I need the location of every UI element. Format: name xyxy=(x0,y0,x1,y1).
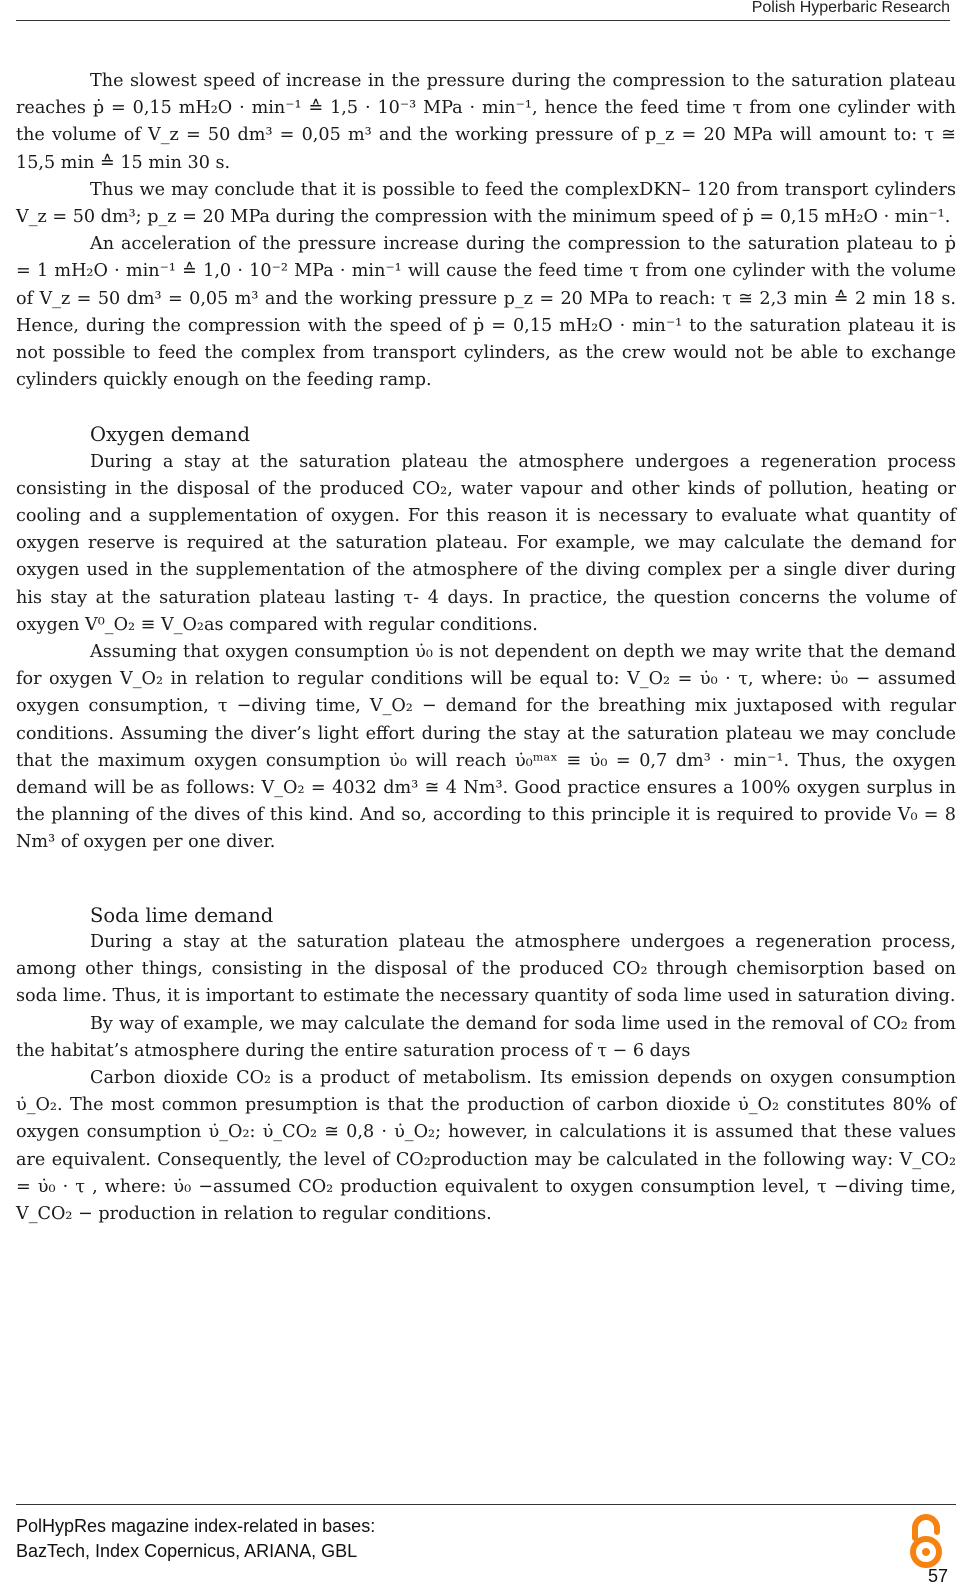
journal-name: Polish Hyperbaric Research xyxy=(751,0,950,16)
paragraph-feed-time: The slowest speed of increase in the pressure during the compression to the saturation plateau reaches ṗ = 0,15 mH₂O · min⁻¹ ≙ 1,5 · 10⁻³ MPa · min⁻¹, hence the feed time τ from one cylinder with the volume of V_z = 50 dm³ = 0,05 m³ and the working pressure of p_z = 20 MPa will amount to: τ ≅ 15,5 min ≙ 15 min 30 s. xyxy=(16,71,956,173)
footer-indexing xyxy=(16,1514,375,1564)
section-heading-oxygen-demand: Oxygen demand xyxy=(90,423,250,447)
paragraph-soda-lime-example: By way of example, we may calculate the demand for soda lime used in the removal of CO₂ from the habitat’s atmosphere during the entire saturation process of τ − 6 days xyxy=(16,1013,956,1061)
section-heading-soda-lime-demand: Soda lime demand xyxy=(90,903,274,927)
footer-line-1: PolHypRes magazine index-related in bases: xyxy=(16,1516,376,1536)
paragraph-soda-lime-regeneration: During a stay at the saturation plateau the atmosphere undergoes a regeneration process, among other things, consisting in the disposal of the produced CO₂ through chemisorption based on soda lime. Thus, it is important to estimate the necessary quantity of soda lime used in saturation diving. xyxy=(16,931,956,1007)
paragraph-acceleration: An acceleration of the pressure increase during the compression to the saturation plateau to ṗ = 1 mH₂O · min⁻¹ ≙ 1,0 · 10⁻² MPa · min⁻¹ will cause the feed time τ from one cylinder with the volume of V_z = 50 dm³ = 0,05 m³ and the working pressure p_z = 20 MPa to reach: τ ≅ 2,3 min ≙ 2 min 18 s. Hence, during the compression with the speed of ṗ = 0,15 mH₂O · min⁻¹ to the saturation plateau it is not possible to feed the complex from transport cylinders, as the crew would not be able to exchange cylinders quickly enough on the feeding ramp. xyxy=(16,234,956,391)
page-number: 57 xyxy=(927,1566,948,1586)
paragraph-conclusion: Thus we may conclude that it is possible to feed the complexDKN– 120 from transport cylinders V_z = 50 dm³; p_z = 20 MPa during the compression with the minimum speed of ṗ = 0,15 mH₂O · min⁻¹. xyxy=(16,179,956,228)
open-access-icon xyxy=(904,1514,948,1568)
paragraph-oxygen-regeneration: During a stay at the saturation plateau the atmosphere undergoes a regeneration process consisting in the disposal of the produced CO₂, water vapour and other kinds of pollution, heating or cooling and a supplementation of oxygen. For this reason it is necessary to evaluate what quantity of oxygen reserve is required at the saturation plateau. For example, we may calculate the demand for oxygen used in the supplementation of the atmosphere of the diving complex per a single diver during his stay at the saturation plateau lasting τ- 4 days. In practice, the question concerns the volume of oxygen V⁰_O₂ ≡ V_O₂as compared with regular conditions. xyxy=(16,451,956,635)
paragraph-oxygen-consumption: Assuming that oxygen consumption υ̇₀ is not dependent on depth we may write that the demand for oxygen V_O₂ in relation to regular conditions will be equal to: V_O₂ = υ̇₀ · τ, where: υ̇₀ − assumed oxygen consumption, τ −diving time, V_O₂ − demand for the breathing mix juxtaposed with regular conditions. Assuming the diver’s light effort during the stay at the saturation plateau we may conclude that the maximum oxygen consumption υ̇₀ will reach υ̇₀ᵐᵃˣ ≡ υ̇₀ = 0,7 dm³ · min⁻¹. Thus, the oxygen demand will be as follows: V_O₂ = 4032 dm³ ≅ 4 Nm³. Good practice ensures a 100% oxygen surplus in the planning of the dives of this kind. And so, according to this principle it is required to provide V₀ = 8 Nm³ of oxygen per one diver. xyxy=(16,642,956,853)
article-body xyxy=(16,68,956,1228)
paragraph-carbon-dioxide: Carbon dioxide CO₂ is a product of metabolism. Its emission depends on oxygen consumption υ̇_O₂. The most common presumption is that the production of carbon dioxide υ̇_O₂ constitutes 80% of oxygen consumption υ̇_O₂: υ̇_CO₂ ≅ 0,8 · υ̇_O₂; however, in calculations it is assumed that these values are equivalent. Consequently, the level of CO₂production may be calculated in the following way: V_CO₂ = υ̇₀ · τ , where: υ̇₀ −assumed CO₂ production equivalent to oxygen consumption level, τ −diving time, V_CO₂ − production in relation to regular conditions. xyxy=(16,1067,956,1224)
footer-divider xyxy=(16,1504,956,1505)
footer-line-2: BazTech, Index Copernicus, ARIANA, GBL xyxy=(16,1541,358,1561)
running-header xyxy=(16,0,950,21)
